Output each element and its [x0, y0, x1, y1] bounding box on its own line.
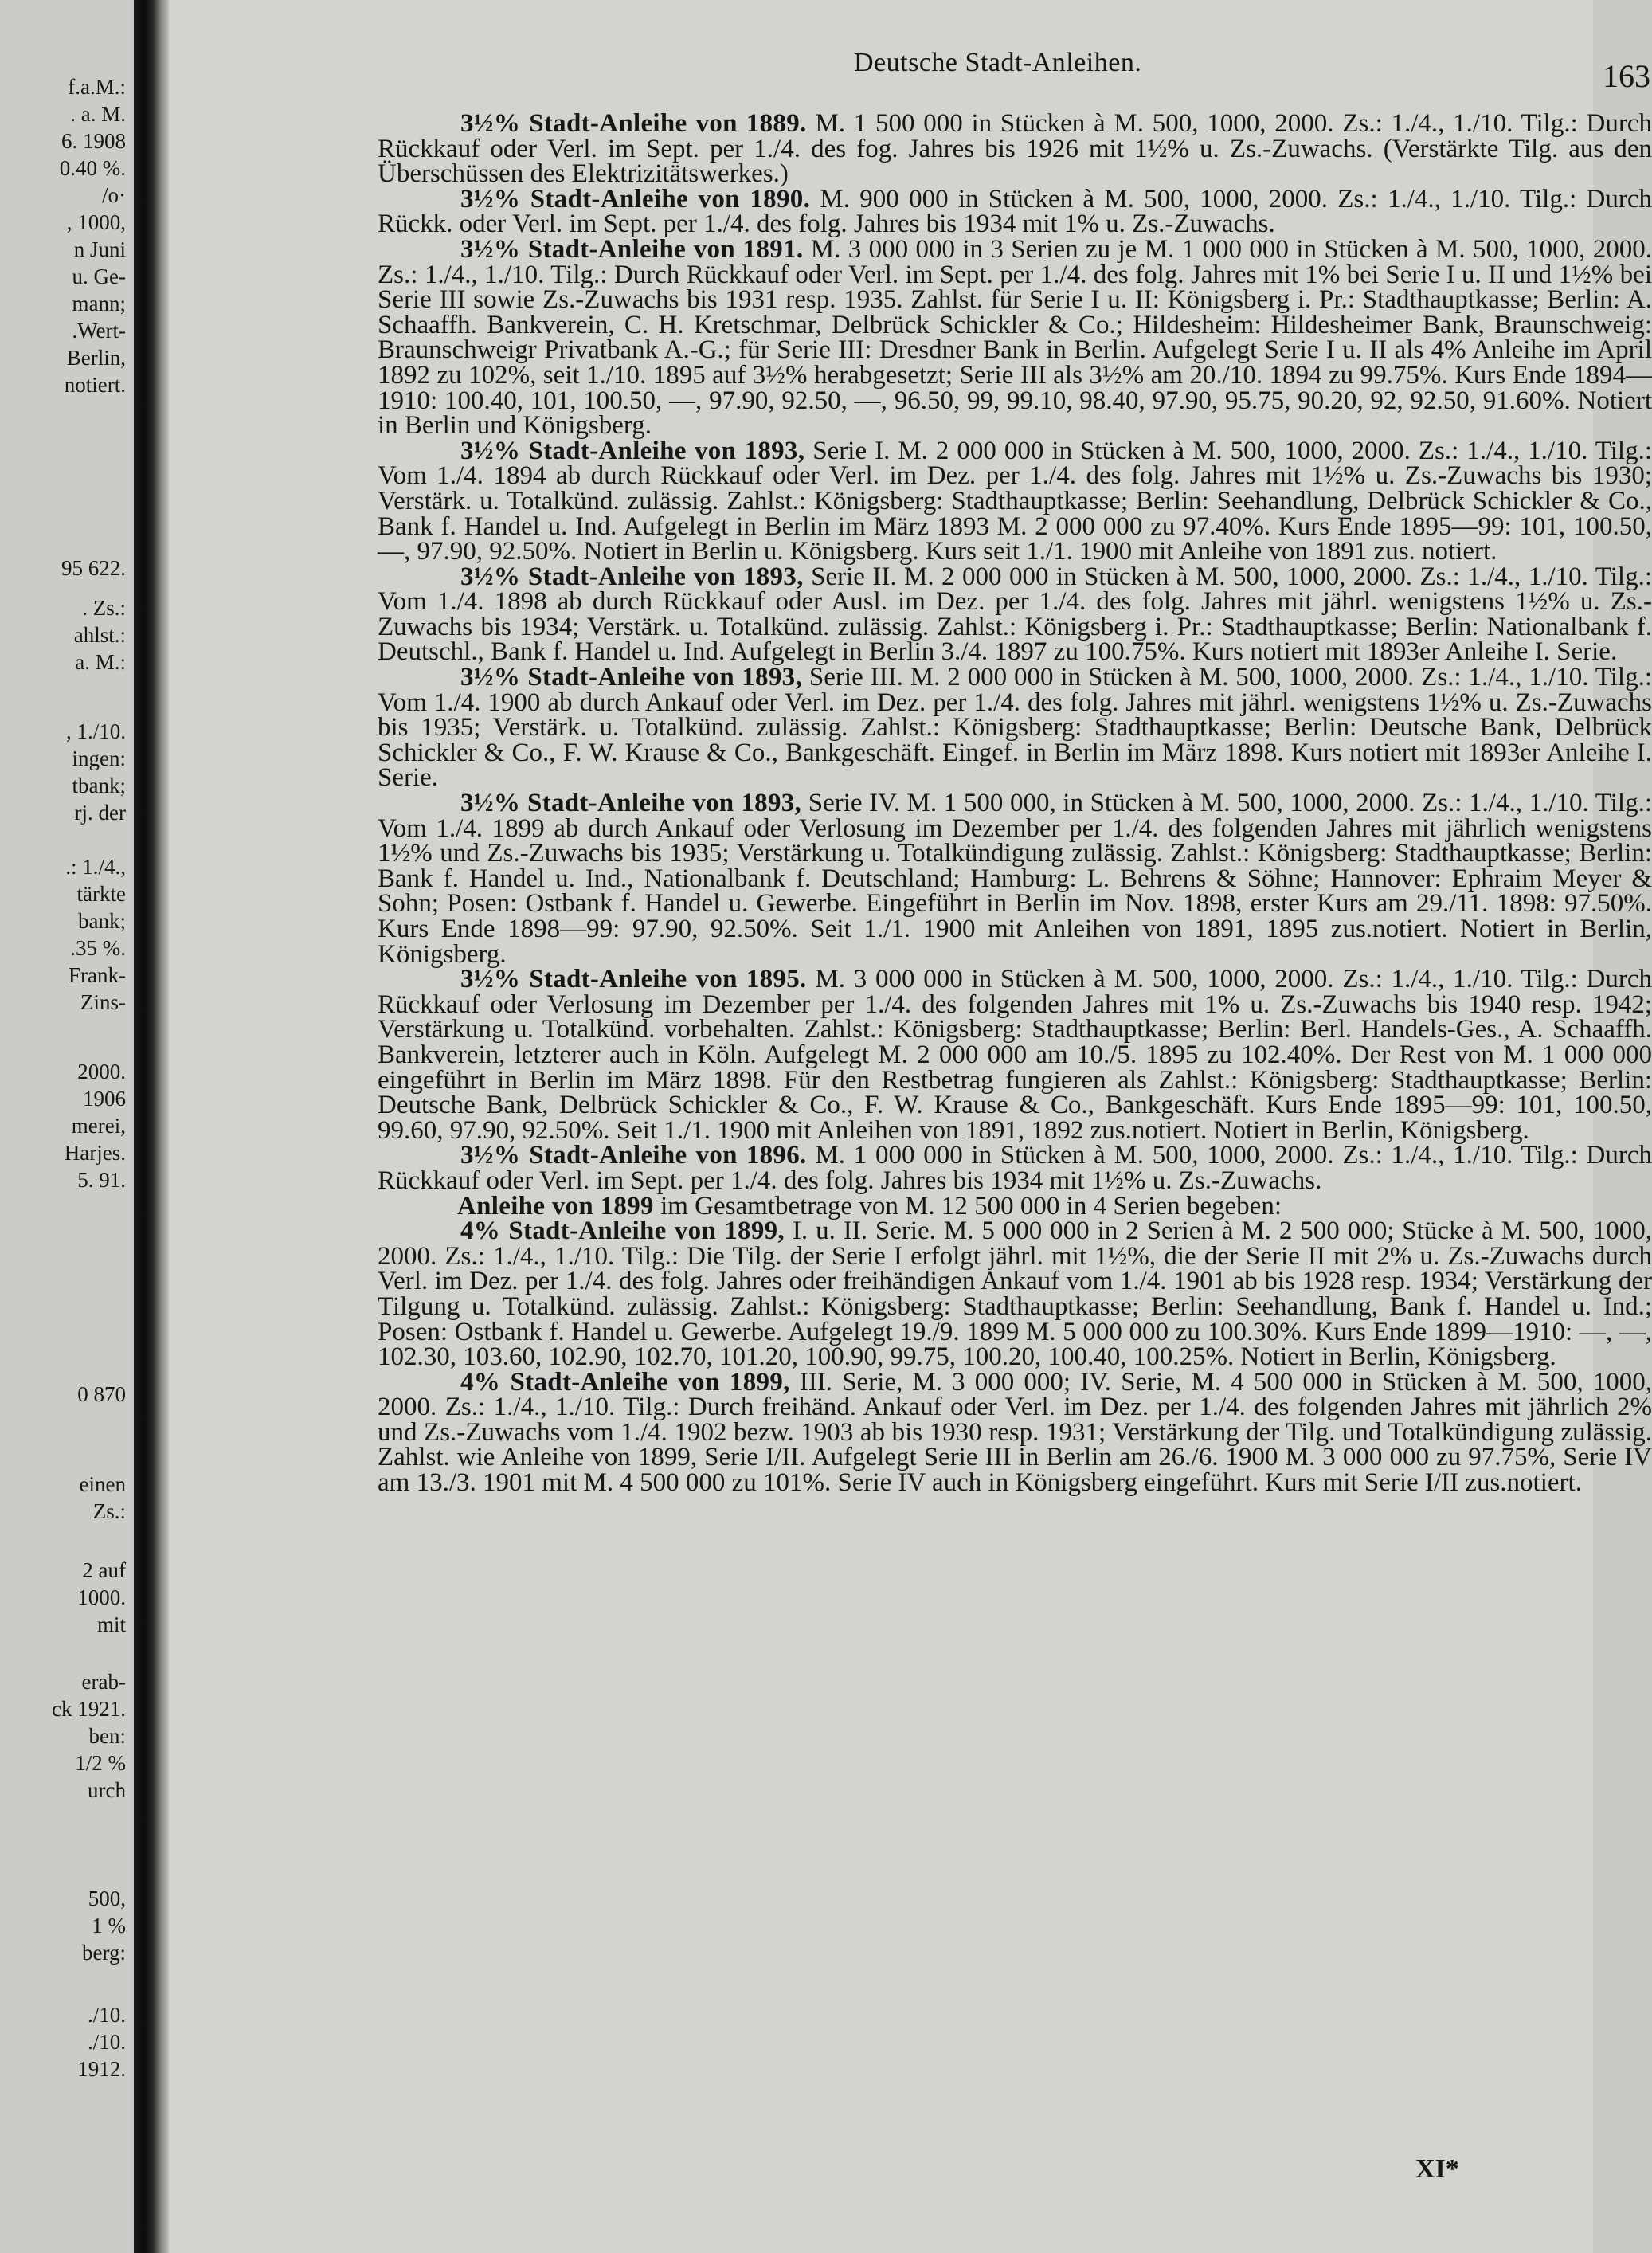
entry-heading: 3½% Stadt-Anleihe von 1896. — [460, 1141, 807, 1170]
left-margin-line: einen — [79, 1472, 126, 1496]
left-margin-line: . Zs.: — [82, 596, 126, 620]
left-margin-line: ck 1921. — [52, 1697, 126, 1721]
group-heading-1899 — [378, 1191, 1652, 1221]
book-gutter — [134, 0, 169, 2253]
entry-heading: 3½% Stadt-Anleihe von 1890. — [460, 184, 811, 214]
entry-1896 — [378, 1143, 1652, 1193]
entry-heading: 4% Stadt-Anleihe von 1899, — [460, 1217, 785, 1246]
left-margin-line: erab- — [81, 1670, 126, 1694]
entry-1889 — [378, 109, 1652, 189]
left-margin-line: tbank; — [72, 774, 126, 797]
left-margin-line: u. Ge- — [72, 264, 126, 288]
entry-1893-serie-4 — [378, 791, 1652, 967]
left-margin-line: Frank- — [69, 963, 126, 987]
left-margin-line: Zins- — [80, 990, 126, 1014]
entry-heading: 4% Stadt-Anleihe von 1899, — [460, 1367, 790, 1397]
left-margin-line: berg: — [82, 1941, 126, 1965]
page-body — [378, 109, 1652, 1498]
page — [169, 0, 1652, 2253]
left-margin-line: . a. M. — [70, 102, 126, 126]
left-margin-line: merei, — [71, 1114, 126, 1138]
entry-1890 — [378, 184, 1652, 239]
left-margin-line: mit — [96, 1612, 126, 1636]
entry-heading: 3½% Stadt-Anleihe von 1891. — [460, 234, 804, 264]
entry-heading: 3½% Stadt-Anleihe von 1893, — [460, 562, 804, 591]
entry-heading: 3½% Stadt-Anleihe von 1893, — [460, 789, 802, 818]
left-margin-line: 5. 91. — [77, 1168, 126, 1192]
left-margin-line: bank; — [78, 909, 126, 933]
entry-1893-serie-3 — [378, 665, 1652, 791]
left-margin-line: , 1000, — [66, 210, 126, 234]
left-margin-line: .Wert- — [72, 319, 126, 343]
left-margin-line: 500, — [88, 1887, 126, 1910]
adjacent-page-margin — [0, 0, 131, 2253]
left-margin-line: 1 % — [92, 1914, 126, 1938]
left-margin-line: .35 %. — [70, 936, 126, 960]
entry-text: Serie II. M. 2 000 000 in Stücken à M. 500, 1000, 2000. Zs.: 1./4., 1./10. Tilg.: Vom 1./4. 1898 ab durch Rückkauf oder Ausl. im Dez. per 1./4. des folg. Jahres mit jährl. wenigstens 1½% u. Zs.-Zuwachs bis 1934; Verstärk. u. Totalkünd. zulässig. Zahlst.: Königsberg i. Pr.: Stadthauptkasse; Berlin: Nationalbank f. Deutschl., Bank f. Handel u. Ind. Aufgelegt in Berlin 3./4. 1897 zu 100.75%. Kurs notiert mit 1893er Anleihe I. Serie. — [378, 562, 1652, 667]
left-margin-line: 1912. — [77, 2057, 126, 2081]
entry-text: M. 1 500 000 in Stücken à M. 500, 1000, 2000. Zs.: 1./4., 1./10. Tilg.: Durch Rückkauf oder Verl. im Sept. per 1./4. des fog. Jahres bis 1926 mit 1½% u. Zs.-Zuwachs. (Verstärkte Tilg. aus den Überschüssen des Elektrizitätswerkes.) — [378, 109, 1652, 189]
entry-text: III. Serie, M. 3 000 000; IV. Serie, M. 4 500 000 in Stücken à M. 500, 1000, 2000. Zs.: 1./4., 1./10. Tilg.: Durch freihänd. Ankauf oder Verl. im Dez. per 1./4. des folgenden Jahres mit jährlich 2% und Zs.-Zuwachs vom 1./4. 1902 bezw. 1903 ab bis 1930 resp. 1931; Verstärkung der Tilg. und Totalkündigung zulässig. Zahlst. wie Anleihe von 1899, Serie I/II. Aufgelegt Serie III in Berlin am 26./6. 1900 M. 3 000 000 zu 97.75%, Serie IV am 13./3. 1901 mit M. 4 500 000 zu 101%. Serie IV auch in Königsberg eingeführt. Kurs mit Serie I/II zus.notiert. — [378, 1367, 1652, 1498]
left-margin-line: Berlin, — [66, 346, 126, 370]
entry-heading: 3½% Stadt-Anleihe von 1893, — [460, 436, 805, 465]
entry-text: Serie III. M. 2 000 000 in Stücken à M. 500, 1000, 2000. Zs.: 1./4., 1./10. Tilg.: Vom 1./4. 1900 ab durch Ankauf oder Verl. im Dez. per 1./4. des folg. Jahres mit jährl. wenigstens 1½% u. Zs.-Zuwachs bis 1935; Verstärk. u. Totalkünd. zulässig. Zahlst.: Königsberg: Stadthauptkasse; Berlin: Deutsche Bank, Delbrück Schickler & Co., F. W. Krause & Co., Bankgeschäft. Eingef. in Berlin im März 1898. Kurs notiert mit 1893er Anleihe I. Serie. — [378, 663, 1652, 793]
signature-mark: XI* — [1415, 2154, 1459, 2184]
left-margin-line: ben: — [88, 1724, 126, 1748]
entry-text: Serie IV. M. 1 500 000, in Stücken à M. 500, 1000, 2000. Zs.: 1./4., 1./10. Tilg.: Vom 1./4. 1899 ab durch Ankauf oder Verlosung im Dezember per 1./4. des folgenden Jahres mit jährlich wenigstens 1½% und Zs.-Zuwachs bis 1935; Verstärkung u. Totalkündigung zulässig. Zahlst.: Königsberg: Stadthauptkasse; Berlin: Bank f. Handel u. Ind., Nationalbank f. Deutschland; Hamburg: L. Behrens & Söhne; Hannover: Ephraim Meyer & Sohn; Posen: Ostbank f. Handel u. Gewerbe. Eingeführt in Berlin im Nov. 1898, erster Kurs am 29./11. 1898: 97.50%. Kurs Ende 1898—99: 97.90, 92.50%. Seit 1./1. 1900 mit Anleihen von 1891, 1895 zus.notiert. Notiert in Berlin, Königsberg. — [378, 789, 1652, 969]
left-margin-line: 6. 1908 — [61, 129, 126, 153]
left-margin-line: a. M.: — [75, 650, 126, 674]
entry-text: M. 900 000 in Stücken à M. 500, 1000, 2000. Zs.: 1./4., 1./10. Tilg.: Durch Rückk. oder Verl. im Sept. per 1./4. des folg. Jahres bis 1934 mit 1% u. Zs.-Zuwachs. — [378, 184, 1652, 239]
left-margin-line: tärkte — [76, 882, 126, 906]
left-margin-line: 0.40 %. — [59, 156, 126, 180]
left-margin-line: ./10. — [87, 2003, 126, 2027]
left-margin-line: Harjes. — [64, 1141, 126, 1165]
left-margin-line: f.a.M.: — [68, 75, 126, 99]
left-margin-line: rj. der — [74, 801, 126, 825]
page-number: 163 — [1603, 58, 1650, 94]
entry-text: M. 3 000 000 in 3 Serien zu je M. 1 000 000 in Stücken à M. 500, 1000, 2000. Zs.: 1./4., 1./10. Tilg.: Durch Rückkauf oder Verl. im Sept. per 1./4. des folg. Jahres mit 1% bei Serie I u. II und 1½% bei Serie III sowie Zs.-Zuwachs bis 1931 resp. 1935. Zahlst. für Serie I u. II: Königsberg i. Pr.: Stadthauptkasse; Berlin: A. Schaaffh. Bankverein, C. H. Kretschmar, Delbrück Schickler & Co.; Hildesheim: Hildesheimer Bank, Braunschweig: Braunschweigr Privatbank A.-G.; für Serie III: Dresdner Bank in Berlin. Aufgelegt Serie I u. II als 4% Anleihe im April 1892 zu 102%, seit 1./10. 1895 auf 3½% herabgesetzt; Serie III als 3½% am 20./10. 1894 zu 99.75%. Kurs Ende 1894—1910: 100.40, 101, 100.50, —, 97.90, 92.50, —, 96.50, 99, 99.10, 98.40, 97.90, 95.75, 90.20, 92, 92.50, 91.60%. Notiert in Berlin und Königsberg. — [378, 234, 1652, 441]
left-margin-line: 2000. — [77, 1060, 126, 1083]
left-margin-line: ahlst.: — [73, 623, 126, 647]
entry-text: I. u. II. Serie. M. 5 000 000 in 2 Serien à M. 2 500 000; Stücke à M. 500, 1000, 2000. Zs.: 1./4., 1./10. Tilg.: Die Tilg. der Serie I erfolgt jährl. mit 1½%, die der Serie II mit 2% u. Zs.-Zuwachs durch Verl. im Dez. per 1./4. des folg. Jahres oder freihändigen Ankauf vom 1./4. 1901 ab bis 1928 resp. 1934; Verstärkung der Tilgung u. Totalkünd. zulässig. Zahlst.: Königsberg: Stadthauptkasse; Berlin: Seehandlung, Bank f. Handel u. Ind.; Posen: Ostbank f. Handel u. Gewerbe. Aufgelegt 19./9. 1899 M. 5 000 000 zu 100.30%. Kurs Ende 1899—1910: —, —, 102.30, 103.60, 102.90, 102.70, 101.20, 100.90, 99.75, 100.20, 100.40, 100.25%. Notiert in Berlin, Königsberg. — [378, 1217, 1652, 1372]
left-margin-line: notiert. — [64, 373, 126, 397]
entry-1893-serie-1 — [378, 436, 1652, 566]
entry-text: Serie I. M. 2 000 000 in Stücken à M. 500, 1000, 2000. Zs.: 1./4., 1./10. Tilg.: Vom 1./4. 1894 ab durch Rückkauf oder Verl. im Dez. per 1./4. des folg. Jahres mit 1½% u. Zs.-Zuwachs bis 1930; Verstärk. u. Totalkünd. zulässig. Zahlst.: Königsberg: Stadthauptkasse; Berlin: Seehandlung, Delbrück Schickler & Co., Bank f. Handel u. Ind. Aufgelegt in Berlin im März 1893 M. 2 000 000 zu 97.40%. Kurs Ende 1895—99: 101, 100.50, —, 97.90, 92.50%. Notiert in Berlin u. Königsberg. Kurs seit 1./1. 1900 mit Anleihe von 1891 zus. notiert. — [378, 436, 1652, 566]
left-margin-line: Zs.: — [92, 1499, 126, 1523]
left-margin-line: n Juni — [73, 237, 126, 261]
left-margin-line: 0 870 — [77, 1382, 126, 1406]
group-heading: Anleihe von 1899 — [457, 1191, 654, 1221]
entry-text: M. 1 000 000 in Stücken à M. 500, 1000, 2000. Zs.: 1./4., 1./10. Tilg.: Durch Rückkauf oder Verl. im Sept. per 1./4. des folg. Jahres bis 1934 mit 1½% u. Zs.-Zuwachs. — [378, 1141, 1652, 1195]
left-margin-line: ./10. — [87, 2030, 126, 2054]
left-margin-line: .: 1./4., — [65, 855, 126, 879]
entry-1891 — [378, 234, 1652, 441]
entry-1893-serie-2 — [378, 562, 1652, 667]
running-title: Deutsche Stadt-Anleihen. — [854, 48, 1142, 77]
left-margin-line: urch — [88, 1778, 126, 1802]
entry-heading: 3½% Stadt-Anleihe von 1895. — [460, 965, 807, 994]
left-margin-line: 1000. — [77, 1585, 126, 1609]
group-heading-text: im Gesamtbetrage von M. 12 500 000 in 4 Serien begeben: — [660, 1191, 1282, 1221]
left-margin-line: mann; — [72, 292, 126, 315]
left-margin-line: /o· — [102, 183, 126, 207]
entry-text: M. 3 000 000 in Stücken à M. 500, 1000, 2000. Zs.: 1./4., 1./10. Tilg.: Durch Rückkauf oder Verlosung im Dezember per 1./4. des folgenden Jahres mit 1% u. Zs.-Zuwachs bis 1940 resp. 1942; Verstärkung u. Totalkünd. vorbehalten. Zahlst.: Königsberg: Stadthauptkasse; Berlin: Berl. Handels-Ges., A. Schaaffh. Bankverein, letzterer auch in Köln. Aufgelegt M. 2 000 000 am 10./5. 1895 zu 102.40%. Der Rest von M. 1 000 000 eingeführt in Berlin im März 1898. Für den Restbetrag fungieren als Zahlst.: Königsberg: Stadthauptkasse; Berlin: Deutsche Bank, Delbrück Schickler & Co., F. W. Krause & Co., Bankgeschäft. Kurs Ende 1895—99: 101, 100.50, 99.60, 97.90, 92.50%. Seit 1./1. 1900 mit Anleihen von 1891, 1892 zus.notiert. Notiert in Berlin, Königsberg. — [378, 965, 1652, 1145]
left-margin-line: ingen: — [72, 746, 126, 770]
left-margin-line: , 1./10. — [65, 719, 126, 743]
left-margin-line: 1906 — [83, 1087, 126, 1111]
entry-1895 — [378, 967, 1652, 1143]
left-margin-line: 1/2 % — [75, 1751, 126, 1775]
left-margin-line: 2 auf — [82, 1558, 126, 1582]
left-margin-line: 95 622. — [61, 556, 126, 580]
entry-heading: 3½% Stadt-Anleihe von 1893, — [460, 663, 802, 692]
entry-1899-serie-1-2 — [378, 1219, 1652, 1370]
entry-1899-serie-3-4 — [378, 1367, 1652, 1498]
entry-heading: 3½% Stadt-Anleihe von 1889. — [460, 109, 807, 138]
